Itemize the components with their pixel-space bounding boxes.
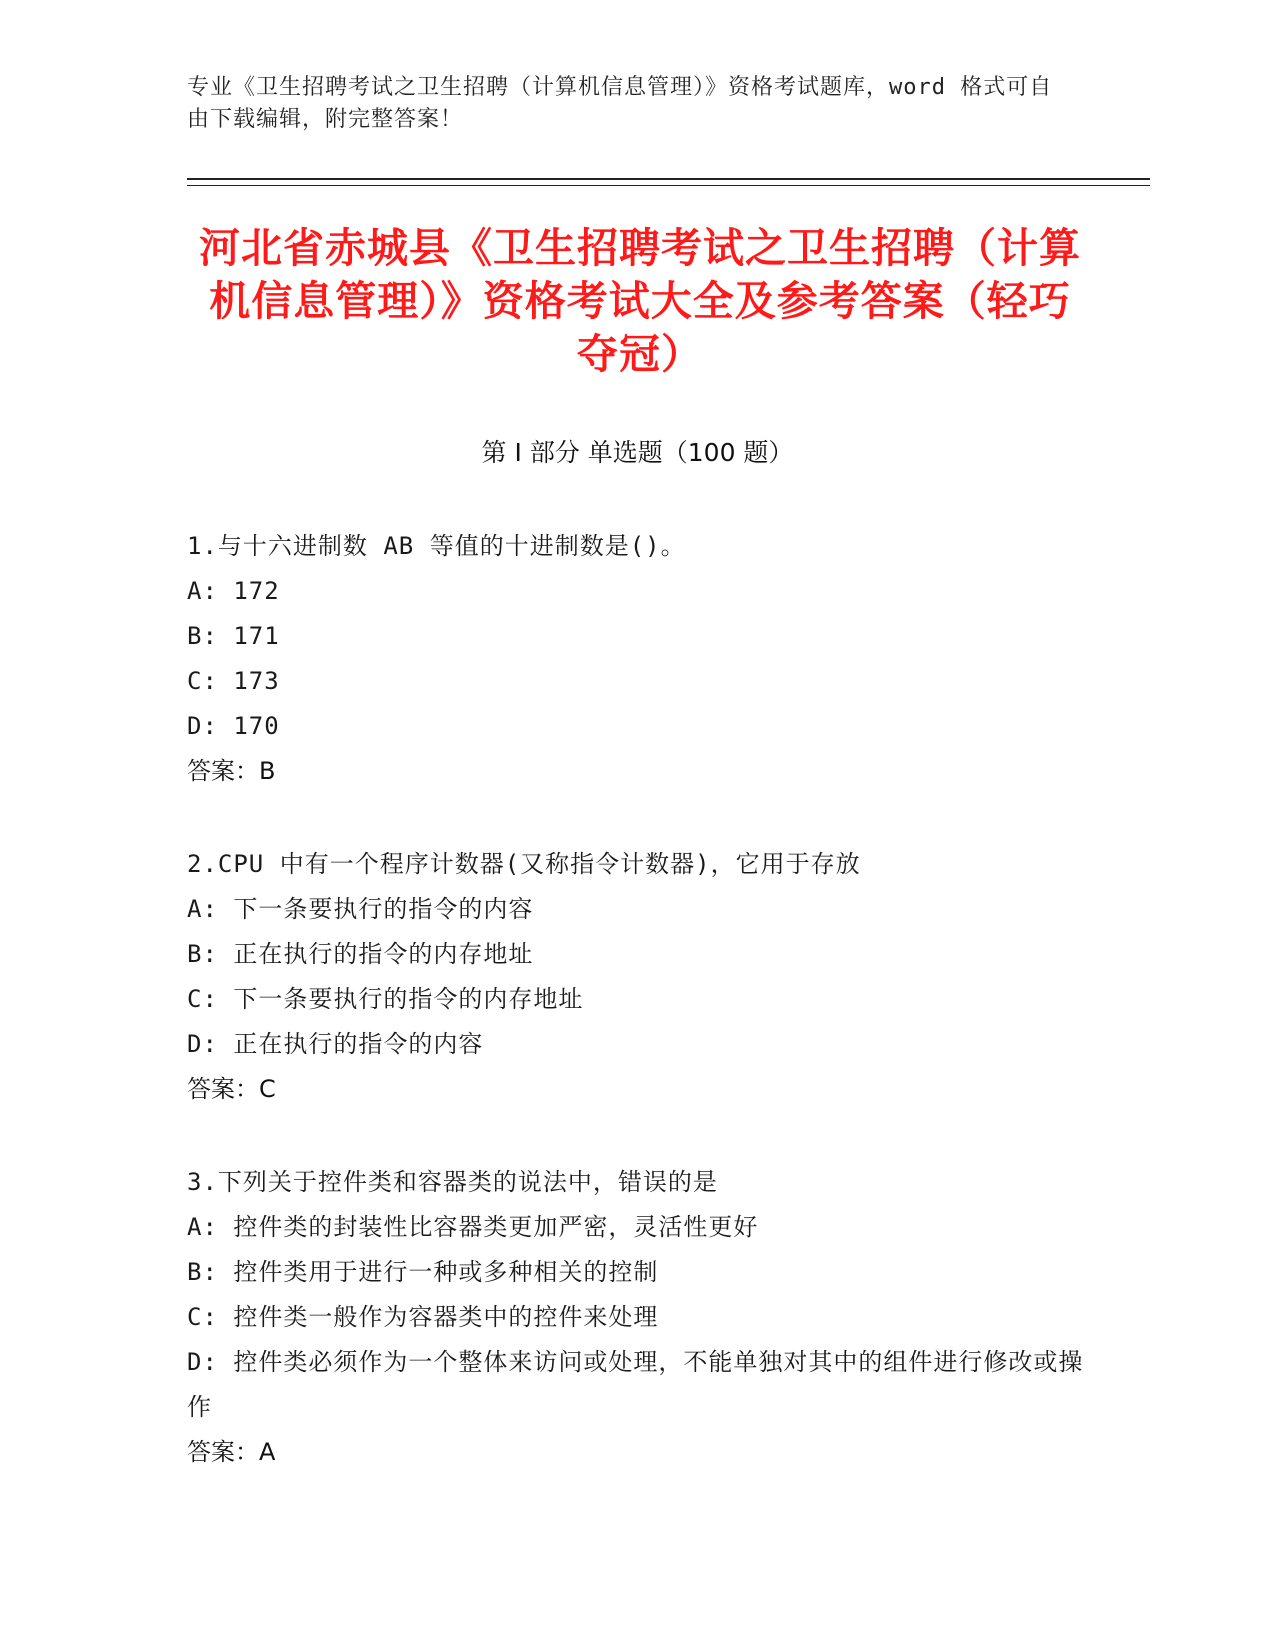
answer-line: 答案：A [187,1438,276,1466]
header-divider-thick [187,178,1150,180]
header-divider-thin [187,185,1150,186]
option-c: C: 下一条要执行的指令的内存地址 [187,985,584,1013]
option-b: B: 171 [187,622,280,650]
section-heading: 第 I 部分 单选题（100 题） [481,438,794,467]
answer-line: 答案：C [187,1075,276,1103]
option-c: C: 控件类一般作为容器类中的控件来处理 [187,1303,659,1331]
document-title: 河北省赤城县《卫生招聘考试之卫生招聘（计算机信息管理）》资格考试大全及参考答案（轻巧夺冠） [199,224,1081,378]
question-stem: 1.与十六进制数 AB 等值的十进制数是()。 [187,532,686,560]
option-a: A: 172 [187,577,280,605]
option-d: D: 控件类必须作为一个整体来访问或处理，不能单独对其中的组件进行修改或操作 [187,1348,1084,1421]
question-stem: 2.CPU 中有一个程序计数器(又称指令计数器)，它用于存放 [187,850,861,878]
header-note: 专业《卫生招聘考试之卫生招聘（计算机信息管理）》资格考试题库，word 格式可自由下载编辑，附完整答案！ [187,75,1053,132]
option-b: B: 正在执行的指令的内存地址 [187,940,534,968]
option-d: D: 170 [187,712,280,740]
question-2 [187,842,1087,1112]
question-stem: 3.下列关于控件类和容器类的说法中，错误的是 [187,1168,718,1196]
question-3 [187,1160,1087,1475]
question-1 [187,524,1087,794]
option-a: A: 下一条要执行的指令的内容 [187,895,534,923]
option-c: C: 173 [187,667,280,695]
option-d: D: 正在执行的指令的内容 [187,1030,484,1058]
answer-line: 答案：B [187,757,276,785]
option-b: B: 控件类用于进行一种或多种相关的控制 [187,1258,659,1286]
option-a: A: 控件类的封装性比容器类更加严密，灵活性更好 [187,1213,759,1241]
